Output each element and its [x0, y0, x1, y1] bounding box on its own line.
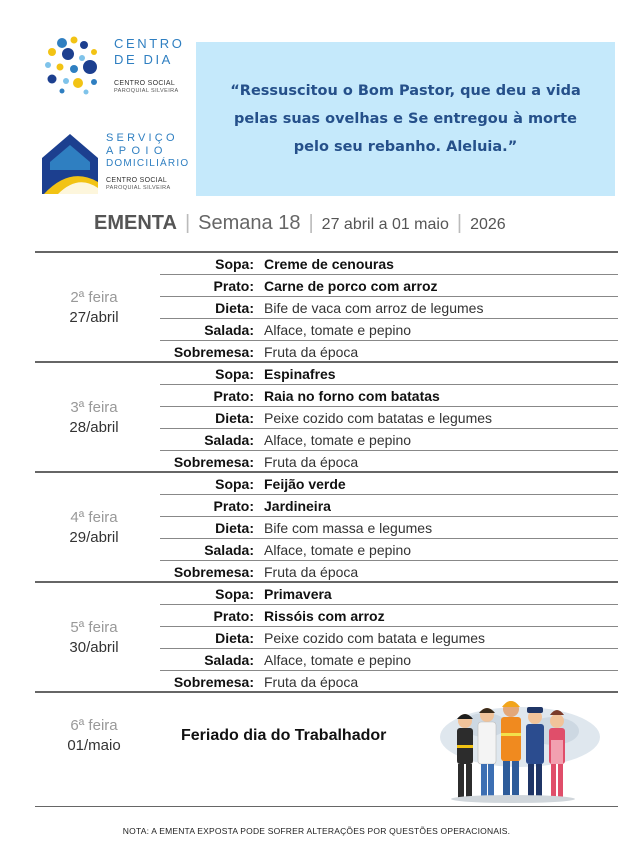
- day-label: [35, 583, 153, 693]
- day-label: [35, 253, 153, 363]
- header-separator: |: [456, 212, 463, 234]
- row-value: Alface, tomate e pepino: [264, 431, 412, 448]
- row-label: Sopa:: [215, 365, 254, 382]
- menu-row-sopa: [160, 253, 618, 275]
- menu-row-sobremesa: [160, 451, 618, 473]
- day-block: [35, 581, 618, 691]
- row-label: Sopa:: [215, 475, 254, 492]
- menu-row-dieta: [160, 627, 618, 649]
- row-value: Fruta da época: [264, 564, 359, 580]
- quote-text: “Ressuscitou o Bom Pastor, que deu a vida pelas suas ovelhas e Se entregou à morte pelo seu rebanho. Aleluia.”: [230, 83, 581, 155]
- sad-title-3: DOMICILIÁRIO: [106, 158, 190, 169]
- row-label: Prato:: [213, 497, 254, 514]
- menu-row-dieta: [160, 517, 618, 539]
- day-date: 01/maio: [67, 737, 121, 754]
- day-date: 28/abril: [69, 419, 119, 436]
- centro-subtitle-2: PAROQUIAL SILVEIRA: [114, 88, 179, 94]
- day-label: [35, 473, 153, 583]
- menu-row-sobremesa: [160, 561, 618, 583]
- menu-row-dieta: [160, 407, 618, 429]
- day-rows: [160, 583, 618, 693]
- header-separator: |: [184, 212, 191, 234]
- sad-subtitle: CENTRO SOCIAL: [106, 177, 168, 184]
- day-weekday: 5ª feira: [70, 619, 118, 636]
- row-value: Alface, tomate e pepino: [264, 321, 412, 338]
- menu-row-prato: [160, 495, 618, 517]
- row-label: Salada:: [204, 321, 254, 338]
- centro-de-dia-logo: [40, 34, 190, 96]
- row-label: Salada:: [204, 431, 254, 448]
- centro-subtitle: CENTRO SOCIAL: [114, 80, 176, 87]
- row-value: Fruta da época: [264, 454, 359, 470]
- row-label: Salada:: [204, 541, 254, 558]
- row-value: Rissóis com arroz: [264, 607, 385, 624]
- menu-row-salada: [160, 319, 618, 341]
- holiday-text: Feriado dia do Trabalhador: [181, 727, 387, 744]
- row-label: Sopa:: [215, 255, 254, 272]
- menu-row-sopa: [160, 363, 618, 385]
- menu-row-sobremesa: [160, 671, 618, 693]
- row-value: Feijão verde: [264, 475, 346, 492]
- day-date: 27/abril: [69, 309, 119, 326]
- footer-note: NOTA: A EMENTA EXPOSTA PODE SOFRER ALTERAÇÕES POR QUESTÕES OPERACIONAIS.: [122, 826, 511, 836]
- day-weekday: 6ª feira: [70, 717, 118, 734]
- row-label: Sopa:: [215, 585, 254, 602]
- row-value: Jardineira: [264, 497, 331, 514]
- workers-illustration-icon: [435, 695, 605, 805]
- row-value: Raia no forno com batatas: [264, 387, 440, 404]
- row-value: Fruta da época: [264, 344, 359, 360]
- day-block: [35, 361, 618, 471]
- row-value: Creme de cenouras: [264, 255, 394, 272]
- row-label: Dieta:: [215, 519, 254, 536]
- row-label: Prato:: [213, 277, 254, 294]
- row-value: Peixe cozido com batata e legumes: [264, 629, 486, 646]
- day-rows: [160, 253, 618, 363]
- menu-header: [94, 212, 506, 240]
- menu-row-prato: [160, 605, 618, 627]
- centro-title-2: DE DIA: [114, 52, 173, 67]
- row-value: Alface, tomate e pepino: [264, 651, 412, 668]
- holiday-block: [35, 691, 618, 807]
- centro-title-1: CENTRO: [114, 36, 185, 51]
- row-label: Dieta:: [215, 629, 254, 646]
- menu-title: EMENTA: [94, 212, 177, 234]
- row-value: Fruta da época: [264, 674, 359, 690]
- menu-table: [35, 251, 618, 807]
- menu-row-prato: [160, 275, 618, 297]
- sad-title-2: APOIO: [106, 145, 168, 157]
- row-value: Primavera: [264, 585, 332, 602]
- menu-row-sopa: [160, 473, 618, 495]
- menu-row-prato: [160, 385, 618, 407]
- dots-logo-icon: [40, 34, 106, 96]
- menu-row-salada: [160, 649, 618, 671]
- day-block: [35, 471, 618, 581]
- row-label: Prato:: [213, 387, 254, 404]
- menu-row-sopa: [160, 583, 618, 605]
- day-rows: [160, 363, 618, 473]
- row-value: Bife de vaca com arroz de legumes: [264, 299, 484, 316]
- day-weekday: 4ª feira: [70, 509, 118, 526]
- menu-row-sobremesa: [160, 341, 618, 363]
- row-label: Sobremesa:: [173, 564, 254, 580]
- menu-row-salada: [160, 429, 618, 451]
- menu-week: Semana 18: [198, 212, 301, 234]
- day-label: [35, 363, 153, 473]
- day-label: [35, 693, 153, 779]
- row-label: Dieta:: [215, 299, 254, 316]
- day-rows: [160, 473, 618, 583]
- day-date: 30/abril: [69, 639, 119, 656]
- menu-year: 2026: [470, 216, 506, 233]
- sad-logo: [40, 130, 190, 196]
- quote-box: [196, 42, 615, 196]
- menu-row-dieta: [160, 297, 618, 319]
- sad-subtitle-2: PAROQUIAL SILVEIRA: [106, 185, 171, 191]
- day-date: 29/abril: [69, 529, 119, 546]
- day-block: [35, 251, 618, 361]
- row-label: Prato:: [213, 607, 254, 624]
- menu-row-salada: [160, 539, 618, 561]
- header-separator: |: [308, 212, 314, 234]
- sad-title-1: SERVIÇO: [106, 132, 178, 144]
- row-label: Dieta:: [215, 409, 254, 426]
- row-label: Sobremesa:: [173, 674, 254, 690]
- row-value: Alface, tomate e pepino: [264, 541, 412, 558]
- row-label: Salada:: [204, 651, 254, 668]
- row-value: Carne de porco com arroz: [264, 277, 438, 294]
- row-value: Espinafres: [264, 365, 336, 382]
- menu-dates: 27 abril a 01 maio: [321, 216, 449, 233]
- house-logo-icon: [40, 130, 102, 196]
- row-value: Bife com massa e legumes: [264, 519, 433, 536]
- row-value: Peixe cozido com batatas e legumes: [264, 409, 493, 426]
- row-label: Sobremesa:: [173, 454, 254, 470]
- row-label: Sobremesa:: [173, 344, 254, 360]
- day-weekday: 3ª feira: [70, 399, 118, 416]
- day-weekday: 2ª feira: [70, 289, 118, 306]
